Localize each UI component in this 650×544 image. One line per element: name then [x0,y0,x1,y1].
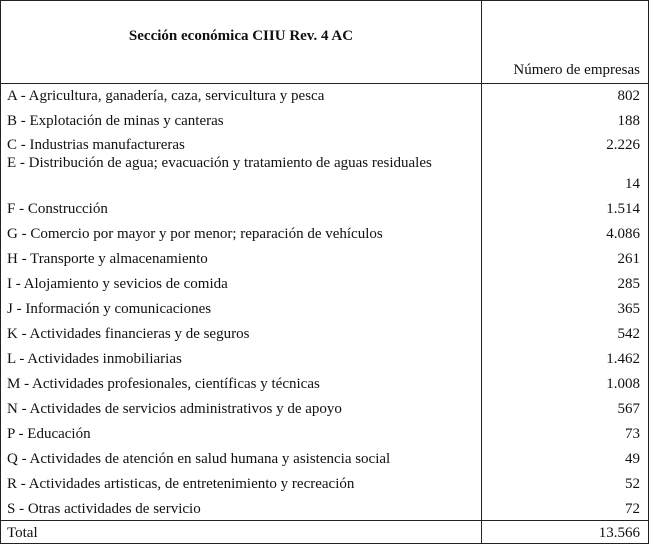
total-value: 13.566 [598,525,640,541]
table-row [1,474,648,495]
row-label: J - Información y comunicaciones [7,301,212,317]
row-label: N - Actividades de servicios administrativos y de apoyo [7,401,342,417]
row-value: 72 [625,501,640,517]
row-value: 1.008 [606,376,640,392]
row-value: 14 [625,176,640,192]
row-value: 188 [617,113,640,129]
row-value: 567 [617,401,640,417]
row-label: R - Actividades artisticas, de entretenimiento y recreación [7,476,355,492]
table-row [1,86,648,107]
row-label: S - Otras actividades de servicio [7,501,201,517]
row-value: 1.514 [606,201,640,217]
table-row [1,399,648,420]
header-divider [1,83,648,84]
row-label: Q - Actividades de atención en salud humana y asistencia social [7,451,391,467]
row-label: L - Actividades inmobiliarias [7,351,182,367]
table-row [1,499,648,520]
table-row [1,224,648,245]
row-value: 49 [625,451,640,467]
row-label: B - Explotación de minas y canteras [7,113,224,129]
table-row [1,153,648,195]
row-value: 285 [617,276,640,292]
row-value: 261 [617,251,640,267]
row-label: K - Actividades financieras y de seguros [7,326,250,342]
total-label: Total [7,525,38,541]
row-label: H - Transporte y almacenamiento [7,251,208,267]
row-value: 52 [625,476,640,492]
table-row [1,349,648,370]
header-section [1,1,481,83]
row-value: 2.226 [606,137,640,153]
row-value: 365 [617,301,640,317]
table-row [1,199,648,220]
table-row [1,424,648,445]
row-label: P - Educación [7,426,91,442]
total-divider [1,520,648,521]
table-row [1,299,648,320]
header-section-label: Sección económica CIIU Rev. 4 AC [128,27,354,44]
row-value: 542 [617,326,640,342]
row-label: A - Agricultura, ganadería, caza, servicultura y pesca [7,88,325,104]
row-value: 4.086 [606,226,640,242]
row-label: I - Alojamiento y sevicios de comida [7,276,228,292]
table-row [1,449,648,470]
row-value: 1.462 [606,351,640,367]
row-value: 802 [617,88,640,104]
header-count: Número de empresas [513,62,640,78]
table-row [1,374,648,395]
row-label: E - Distribución de agua; evacuación y tratamiento de aguas residuales [7,155,432,171]
row-label: M - Actividades profesionales, científicas y técnicas [7,376,320,392]
row-value: 73 [625,426,640,442]
table-row [1,274,648,295]
row-label: G - Comercio por mayor y por menor; reparación de vehículos [7,226,383,242]
table-row [1,324,648,345]
row-label: F - Construcción [7,201,108,217]
total-row [1,523,648,544]
table-row [1,111,648,132]
table-row [1,249,648,270]
row-label: C - Industrias manufactureras [7,137,185,153]
